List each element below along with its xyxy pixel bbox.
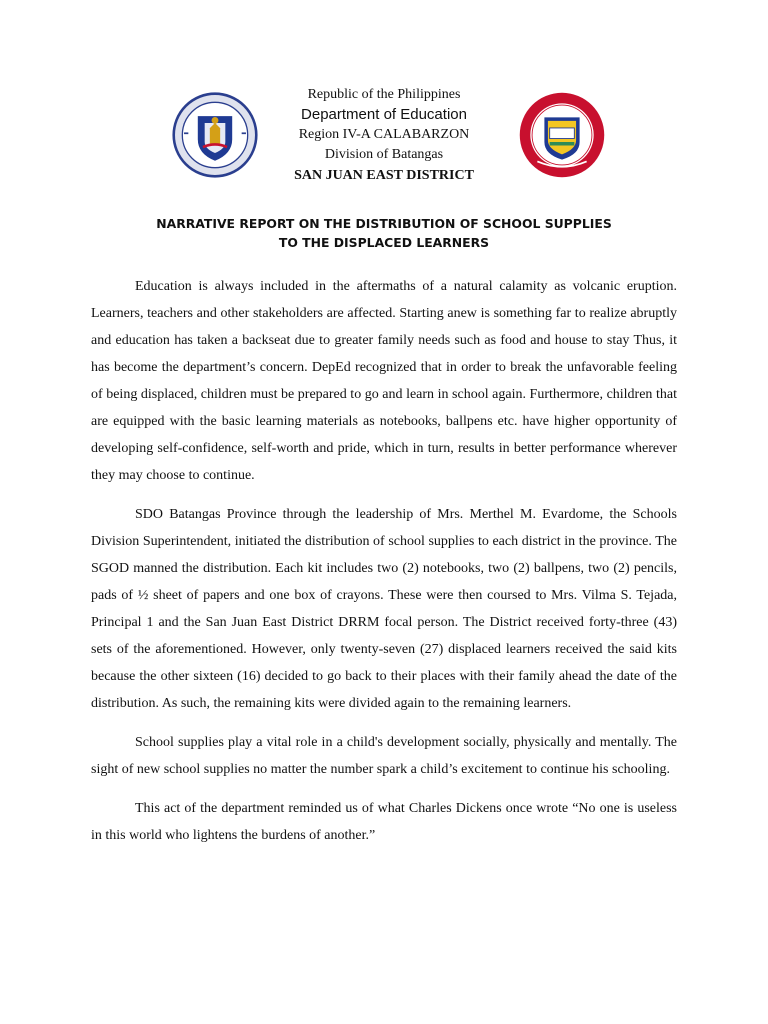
paragraph-1: Education is always included in the aftermaths of a natural calamity as volcanic eruption. Learners, teachers and other stakeholders are affected. Starting anew is something far to realize abruptly and education has taken a backseat due to greater family needs such as food and house to stay Thus, it has become the department’s concern. DepEd recognized that in order to break the unfavorable feeling of being displaced, children must be prepared to go and learn in school again. Furthermore, children that are equipped with the basic learning materials as notebooks, ballpens etc. have higher opportunity of developing self-confidence, self-worth and pride, which in turn, results in better performance wherever they may choose to continue. bbox=[91, 279, 677, 483]
letterhead bbox=[234, 85, 534, 186]
report-title bbox=[84, 214, 684, 252]
report-title-line-2: TO THE DISPLACED LEARNERS bbox=[278, 235, 490, 250]
paragraph-3: School supplies play a vital role in a child's development socially, physically and mentally. The sight of new school supplies no matter the number spark a child’s excitement to continue his schooling. bbox=[91, 735, 677, 777]
header-region: Region IV-A CALABARZON bbox=[298, 127, 470, 142]
header-division: Division of Batangas bbox=[324, 147, 444, 162]
report-body bbox=[91, 273, 677, 849]
report-title-line-1: NARRATIVE REPORT ON THE DISTRIBUTION OF SCHOOL SUPPLIES bbox=[156, 216, 612, 231]
header-district: SAN JUAN EAST DISTRICT bbox=[294, 168, 474, 183]
paragraph-2: SDO Batangas Province through the leadership of Mrs. Merthel M. Evardome, the Schools Division Superintendent, initiated the distribution of school supplies to each district in the province. The SGOD manned the distribution. Each kit includes two (2) notebooks, two (2) ballpens, two (2) pencils, pads of ½ sheet of papers and one box of crayons. These were then coursed to Mrs. Vilma S. Tejada, Principal 1 and the San Juan East District DRRM focal person. The District received forty-three (43) sets of the aforementioned. However, only twenty-seven (27) displaced learners received the said kits because the other sixteen (16) decided to go back to their places with their family ahead the date of the distribution. As such, the remaining kits were divided again to the remaining learners. bbox=[91, 507, 677, 711]
header-department: Department of Education bbox=[301, 106, 467, 123]
paragraph-4: This act of the department reminded us of what Charles Dickens once wrote “No one is useless in this world who lightens the burdens of another.” bbox=[91, 801, 677, 843]
header-republic: Republic of the Philippines bbox=[307, 87, 461, 102]
